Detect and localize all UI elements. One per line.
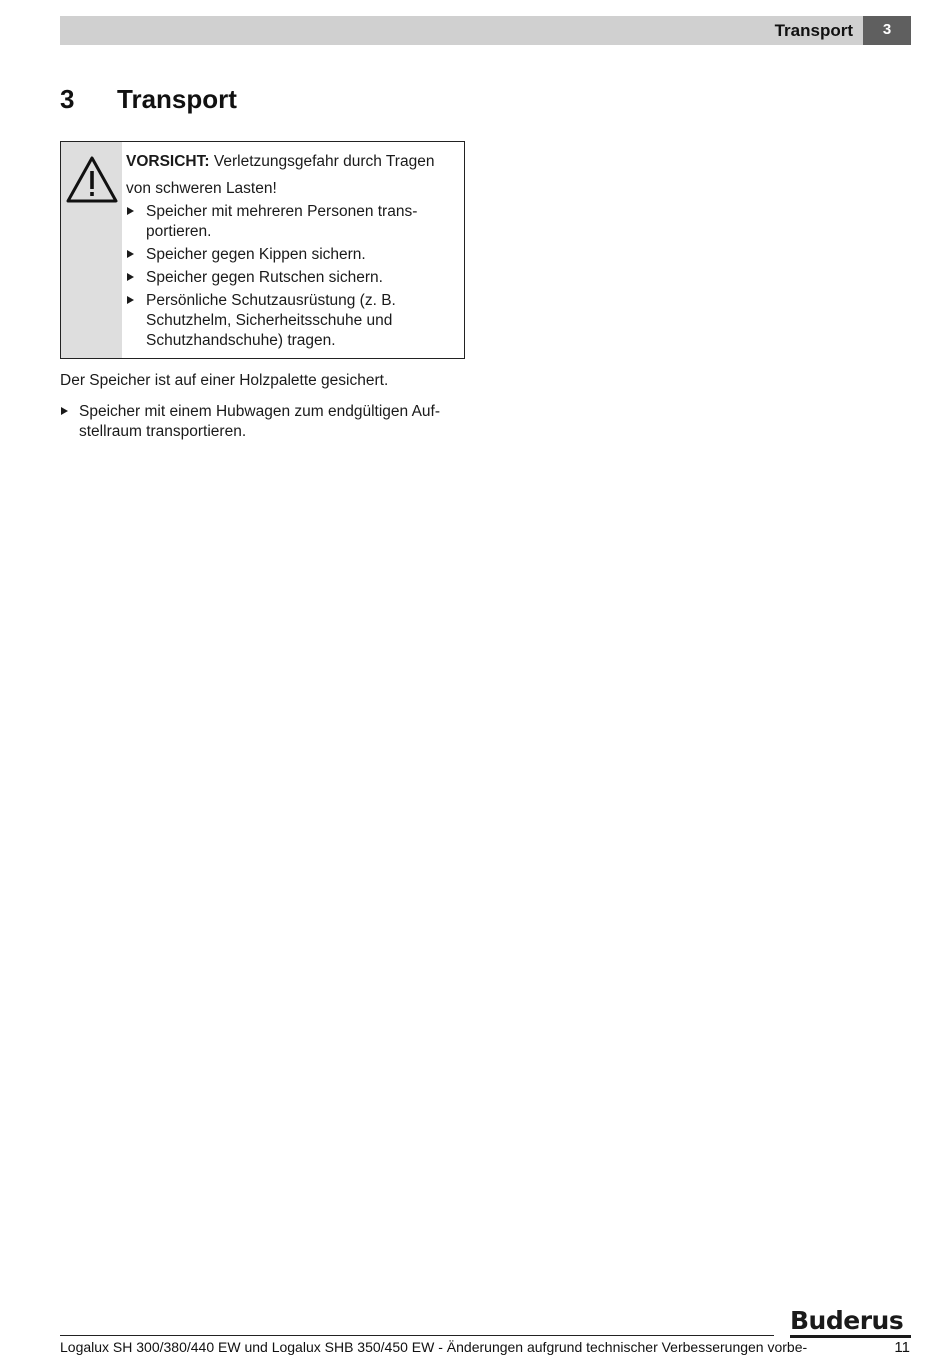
warning-signal-word: VORSICHT: (126, 153, 210, 170)
chapter-heading (60, 84, 237, 115)
logo-underline (790, 1335, 911, 1338)
bullet-arrow-icon (127, 207, 134, 215)
warning-title (126, 148, 462, 202)
chapter-number: 3 (60, 84, 75, 114)
warning-list-item: Speicher gegen Kippen sichern. (126, 245, 462, 265)
warning-icon-column (61, 142, 122, 358)
warning-triangle-icon (65, 154, 119, 206)
logo-wordmark: Buderus (790, 1306, 904, 1335)
warning-list-item: Speicher mit mehreren Personen trans-portieren. (126, 202, 462, 242)
bullet-arrow-icon (127, 250, 134, 258)
action-step-text: Speicher mit einem Hubwagen zum endgültigen Auf-stellraum transportieren. (79, 403, 441, 440)
warning-list-item: Persönliche Schutzausrüstung (z. B. Schutzhelm, Sicherheitsschuhe und Schutzhandschuhe) tragen. (126, 291, 462, 351)
running-header (60, 16, 911, 45)
bullet-arrow-icon (61, 407, 68, 415)
header-chapter-number: 3 (863, 16, 911, 45)
header-section-title: Transport (774, 21, 853, 40)
warning-box (60, 141, 465, 359)
footer-document-text: Logalux SH 300/380/440 EW und Logalux SHB 350/450 EW - Änderungen aufgrund technischer Verbesserungen vorbe- (60, 1339, 808, 1355)
body-paragraph: Der Speicher ist auf einer Holzpalette gesichert. (60, 372, 389, 389)
page-number: 11 (894, 1339, 910, 1356)
footer-rule (60, 1335, 774, 1336)
warning-content (126, 148, 462, 354)
warning-title-text: Verletzungsgefahr durch Tragen von schweren Lasten! (126, 153, 435, 197)
chapter-title: Transport (117, 84, 237, 114)
bullet-arrow-icon (127, 273, 134, 281)
warning-list-item: Speicher gegen Rutschen sichern. (126, 268, 462, 288)
warning-list (126, 202, 462, 351)
action-step (60, 402, 465, 442)
bullet-arrow-icon (127, 296, 134, 304)
buderus-logo (790, 1308, 911, 1338)
